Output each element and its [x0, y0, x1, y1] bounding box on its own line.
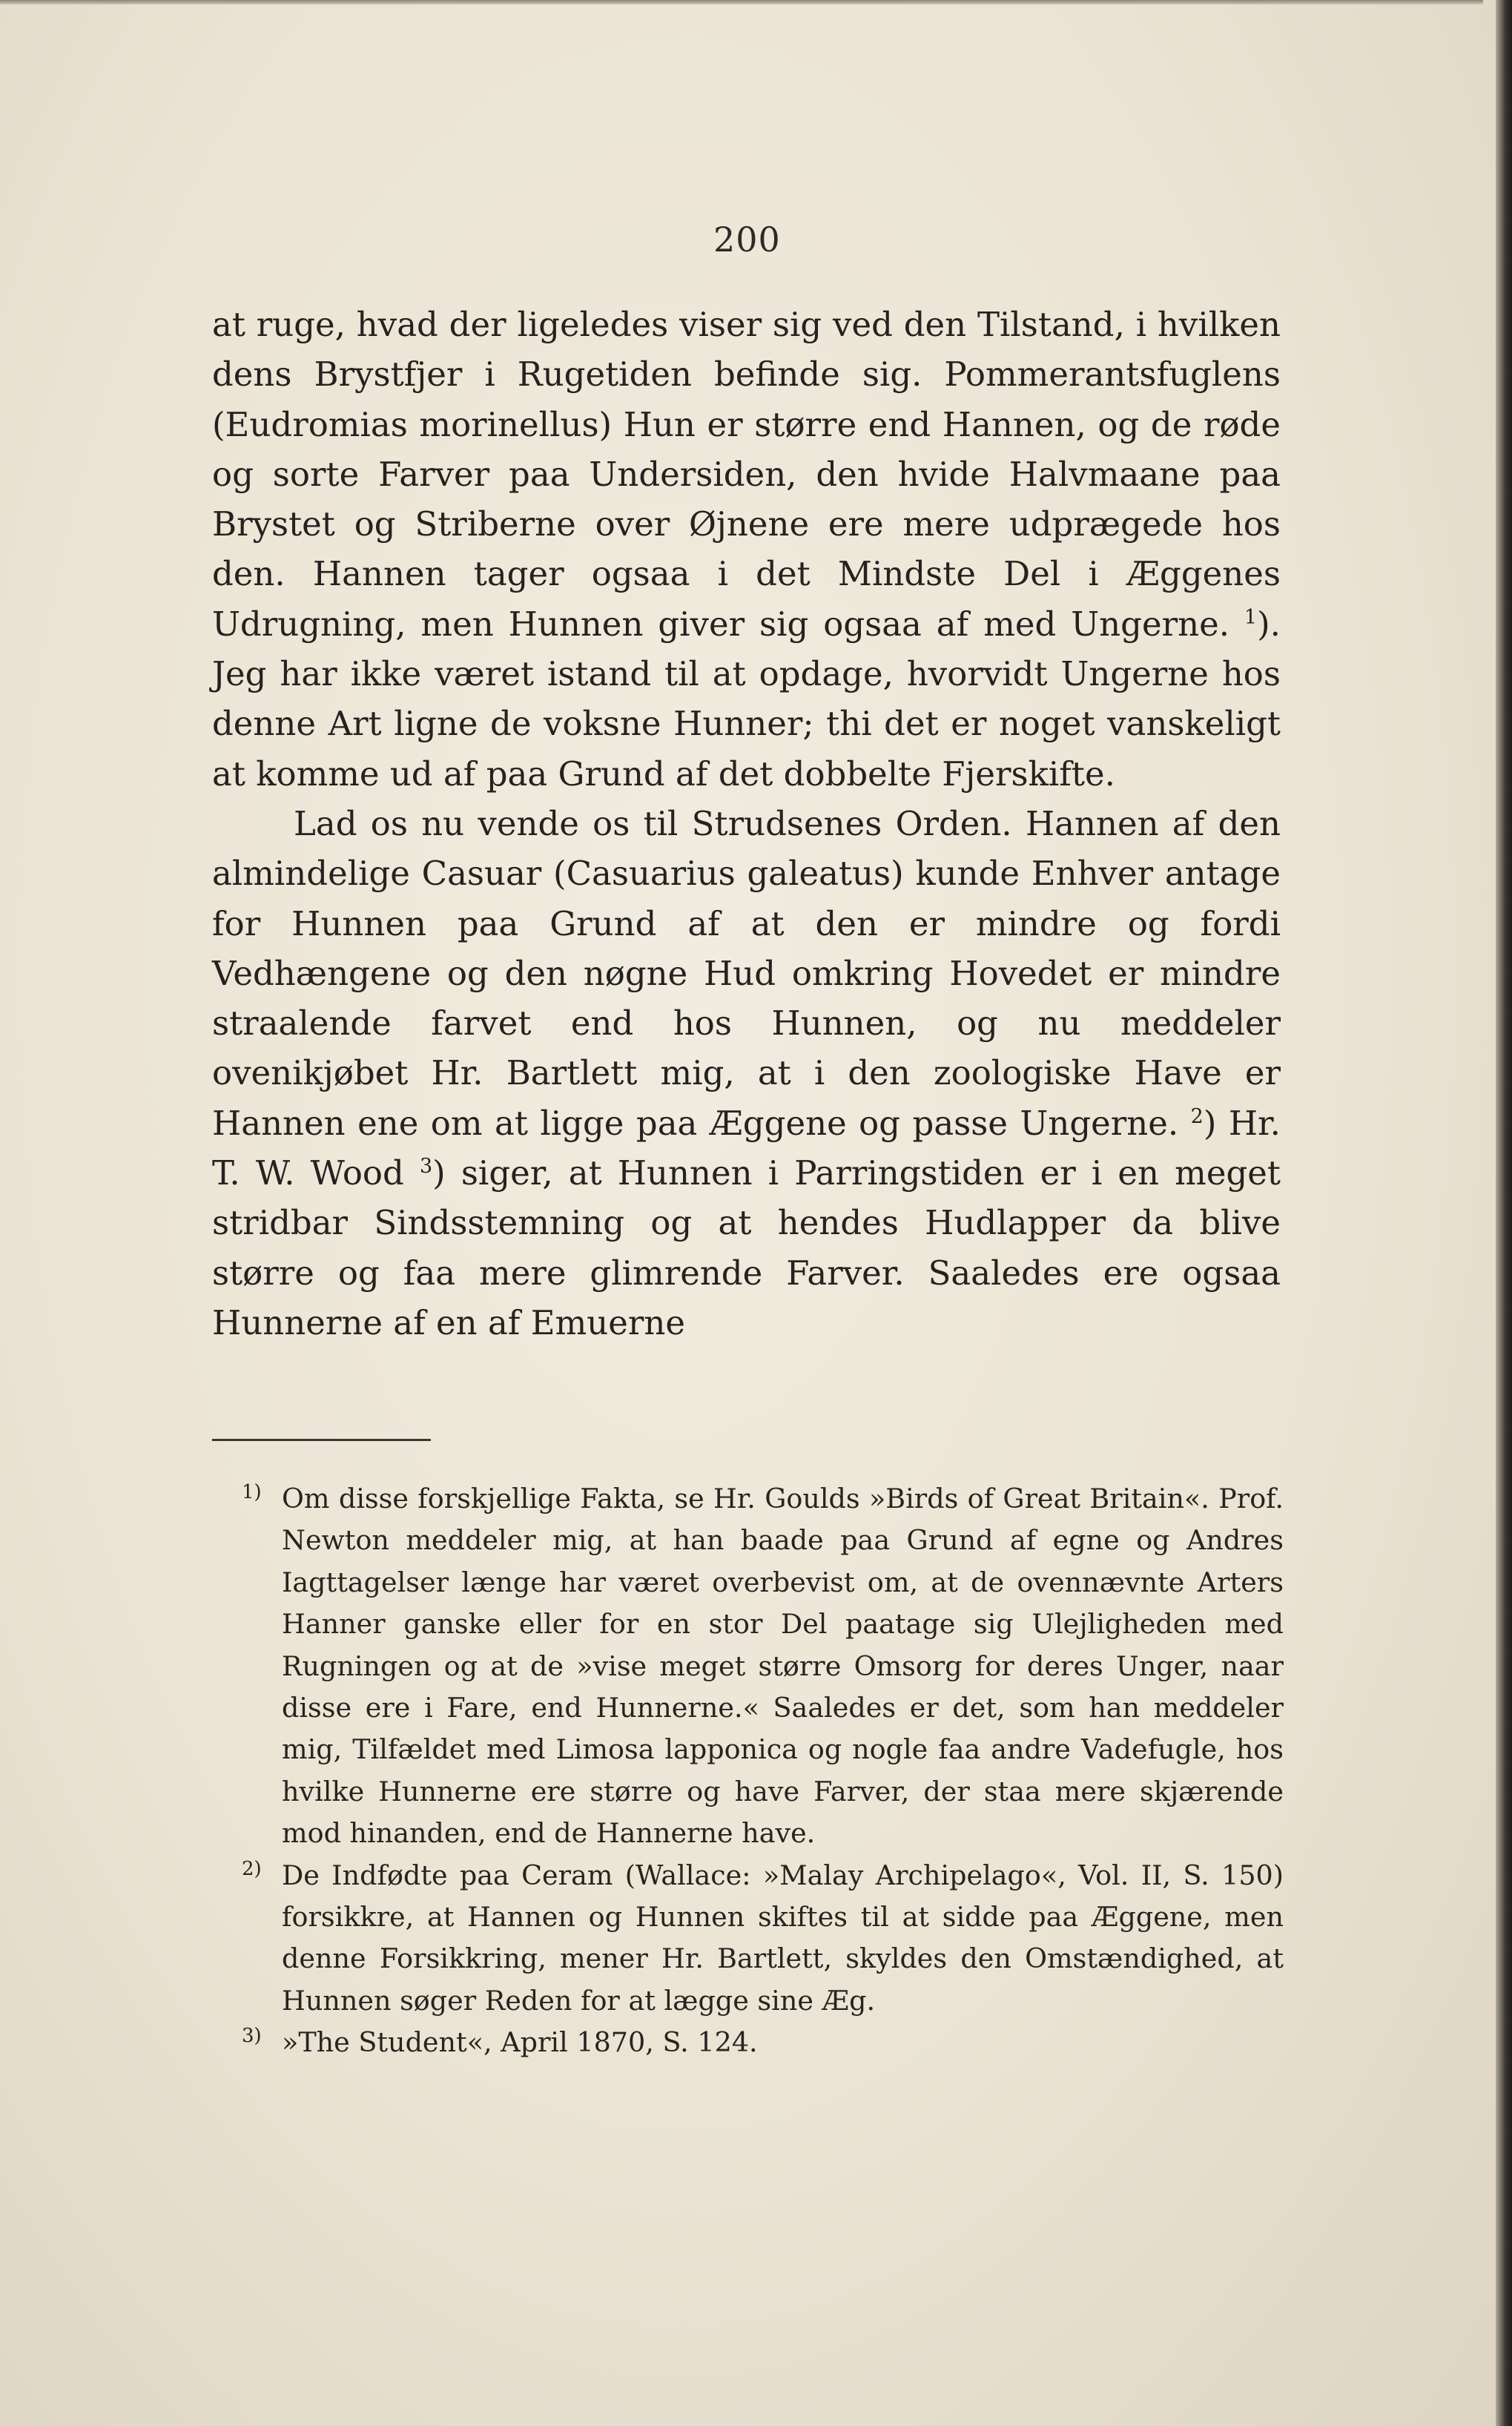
- footnote-marker: 2): [242, 1857, 262, 1880]
- footnote-divider: [212, 1439, 431, 1441]
- footnote-text: De Indfødte paa Ceram (Wallace: »Malay Archipelago«, Vol. II, S. 150) forsikkre, at Hannen og Hunnen skiftes til at sidde paa Æggene, men denne Forsikkring, mener Hr. Bartlett, skyldes den Omstændighed, at Hunnen søger Reden for at lægge sine Æg.: [282, 1859, 1284, 2017]
- paragraph-2-text-a: Lad os nu vende os til Strudsenes Orden. Hannen af den almindelige Casuar (Casuarius galeatus) kunde Enhver antage for Hunnen paa Grund af at den er mindre og fordi Vedhængene og den nøgne Hud omkring Hovedet er mindre straalende farvet end hos Hunnen, og nu meddeler ovenikjøbet Hr. Bartlett mig, at i den zoologiske Have er Hannen ene om at ligge paa Æggene og passe Ungerne.: [212, 803, 1281, 1143]
- paragraph-2-text-c: ) siger, at Hunnen i Parringstiden er i en meget stridbar Sindsstemning og at hendes Hudlapper da blive større og faa mere glimrende Farver. Saaledes ere ogsaa Hunnerne af en af Emuerne: [212, 1153, 1281, 1342]
- paragraph-1: [212, 300, 1281, 799]
- footnote-ref-1: 1: [1244, 605, 1258, 629]
- paragraph-1-text-a: at ruge, hvad der ligeledes viser sig ved den Tilstand, i hvilken dens Brystfjer i Rugetiden befinde sig. Pommerantsfuglens (Eudromias morinellus) Hun er større end Hannen, og de røde og sorte Farver paa Undersiden, den hvide Halvmaane paa Brystet og Striberne over Øjnene ere mere udprægede hos den. Hannen tager ogsaa i det Mindste Del i Æggenes Udrugning, men Hunnen giver sig ogsaa af med Ungerne.: [212, 305, 1281, 644]
- footnote-text: »The Student«, April 1870, S. 124.: [282, 2026, 758, 2059]
- page-top-edge: [0, 0, 1483, 4]
- footnote-ref-2: 2: [1190, 1104, 1204, 1128]
- footnotes: [242, 1478, 1284, 2064]
- main-text: [212, 300, 1281, 1348]
- paragraph-1-text-b: ). Jeg har ikke været istand til at opdage, hvorvidt Ungerne hos denne Art ligne de voksne Hunner; thi det er noget vanskeligt at komme ud af paa Grund af det dobbelte Fjerskifte.: [212, 604, 1281, 794]
- paragraph-2: [212, 799, 1281, 1348]
- footnote: [242, 2022, 1284, 2063]
- footnote: [242, 1855, 1284, 2023]
- paragraph-2-text-b: ) Hr. T. W. Wood: [212, 1103, 1281, 1193]
- page-binding-edge: [1496, 0, 1512, 2426]
- footnote-text: Om disse forskjellige Fakta, se Hr. Goulds »Birds of Great Britain«. Prof. Newton meddeler mig, at han baade paa Grund af egne og Andres Iagttagelser længe har været overbevist om, at de ovennævnte Arters Hanner ganske eller for en stor Del paatage sig Ulejligheden med Rugningen og at de »vise meget større Omsorg for deres Unger, naar disse ere i Fare, end Hunnerne.« Saaledes er det, som han meddeler mig, Tilfældet med Limosa lapponica og nogle faa andre Vadefugle, hos hvilke Hunnerne ere større og have Farver, der staa mere skjærende mod hinanden, end de Hannerne have.: [282, 1483, 1284, 1850]
- footnote-marker: 1): [242, 1481, 262, 1503]
- footnote-marker: 3): [242, 2025, 262, 2048]
- footnote-ref-3: 3: [419, 1155, 433, 1179]
- footnote: [242, 1478, 1284, 1855]
- page-number: 200: [713, 220, 781, 260]
